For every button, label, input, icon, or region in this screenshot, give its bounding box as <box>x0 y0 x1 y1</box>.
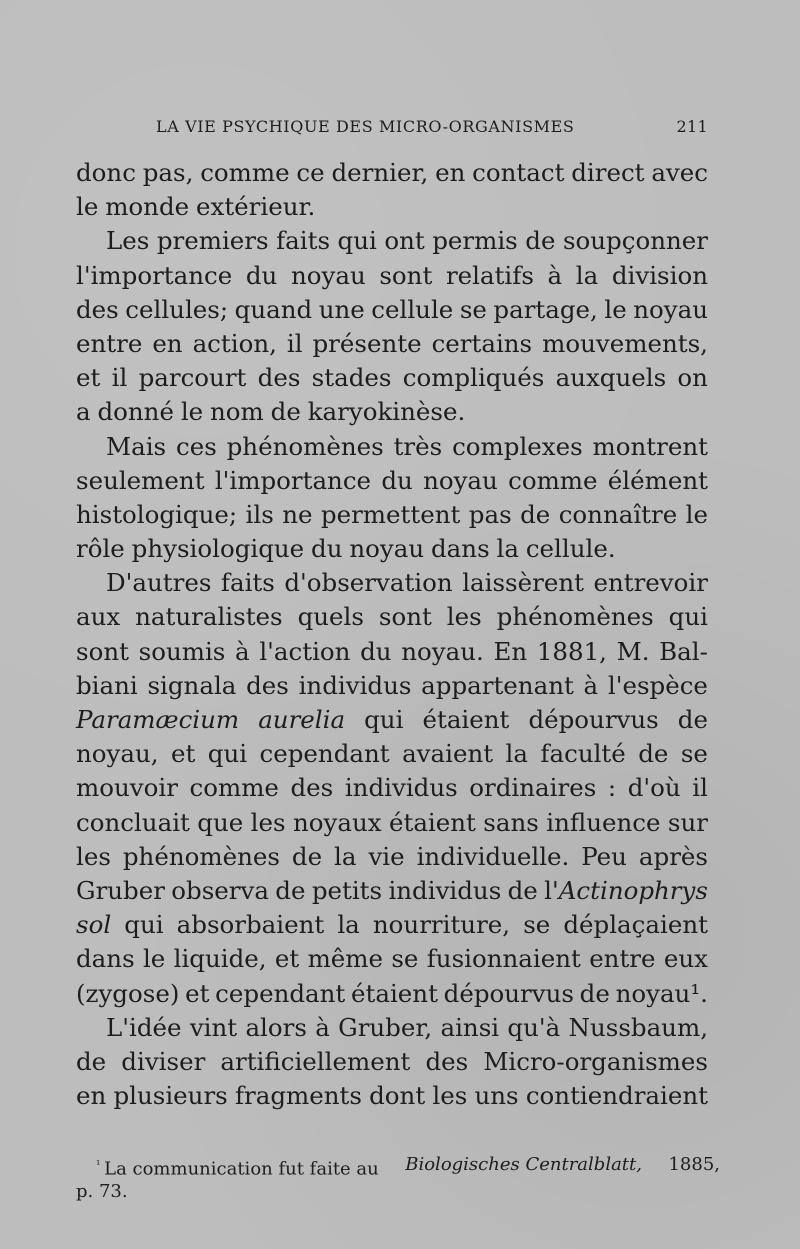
word: et <box>170 739 196 769</box>
word: phénomènes <box>496 602 654 632</box>
word: l'importance <box>76 260 233 290</box>
word: cellules; <box>125 294 229 324</box>
word: le <box>604 294 627 324</box>
word: observa <box>171 875 269 905</box>
word: dépourvus <box>443 978 574 1008</box>
word: du <box>311 534 343 564</box>
word: appartenant <box>421 670 574 700</box>
word: il <box>692 773 708 803</box>
word: des <box>246 670 289 700</box>
word: des <box>425 1046 469 1076</box>
text-line <box>76 327 708 361</box>
word: à <box>547 260 563 290</box>
word: rôle <box>76 534 125 564</box>
word: absorbaient <box>176 910 325 940</box>
word: 1881, <box>536 636 607 666</box>
word: se <box>680 739 708 769</box>
word: aurelia <box>258 705 346 734</box>
word: compliqués <box>402 363 545 393</box>
word: l'Actinophrys <box>544 875 708 905</box>
word: quand <box>234 294 313 324</box>
word: dans <box>76 944 135 974</box>
footnote-continuation: p. 73. <box>76 1181 128 1202</box>
word: direct <box>571 158 645 187</box>
word: faculté <box>540 739 626 769</box>
word: concluait <box>76 807 190 837</box>
footnote-line <box>96 1151 720 1178</box>
word: la <box>337 910 360 940</box>
word: Peu <box>581 841 627 871</box>
word: plusieurs <box>113 1081 228 1111</box>
footnote-text-before: La communication fut faite au <box>104 1158 379 1180</box>
word: alors <box>245 1012 307 1042</box>
word: vint <box>189 1012 238 1042</box>
word: sont <box>76 636 129 666</box>
word: soumis <box>138 636 226 666</box>
word: individus <box>298 670 412 700</box>
text-line <box>76 498 708 532</box>
word: et <box>274 944 300 974</box>
text-line <box>76 703 708 737</box>
word: de <box>291 841 323 871</box>
word: d'observation <box>284 568 453 598</box>
text-line <box>76 840 708 874</box>
word: très <box>393 431 443 461</box>
word: noyau <box>349 534 425 564</box>
word: comme <box>200 158 290 187</box>
text-line <box>76 977 708 1011</box>
word: a <box>76 397 91 427</box>
page-number: 211 <box>676 117 708 136</box>
word: cependant <box>259 739 390 769</box>
word: complexes <box>452 431 583 461</box>
word: le <box>142 944 166 974</box>
word: noyau, <box>76 739 159 769</box>
word: karyokinèse. <box>307 397 466 427</box>
word: sont <box>379 260 433 290</box>
word: le <box>180 397 204 427</box>
word: faits <box>276 226 331 256</box>
word: noyau <box>423 465 498 495</box>
word: on <box>677 363 708 393</box>
text-line <box>76 806 708 840</box>
word: montrent <box>592 431 708 461</box>
word: phénomènes <box>122 841 280 871</box>
word: physiologique <box>131 534 305 564</box>
word: de <box>525 226 556 256</box>
word: phénomènes <box>226 431 384 461</box>
word: élément <box>607 465 708 495</box>
word: comme <box>508 465 598 495</box>
body-text <box>76 156 708 1113</box>
word: influence <box>546 807 661 837</box>
footnote-start <box>96 1151 379 1178</box>
word: certains <box>431 328 533 358</box>
word: l'importance <box>214 465 372 495</box>
word: il <box>286 328 303 358</box>
word: cependant <box>215 978 346 1008</box>
word: les <box>76 841 111 871</box>
word: naturalistes <box>135 602 283 632</box>
word: cellule. <box>525 534 616 564</box>
word: individuelle. <box>416 841 570 871</box>
word: sont <box>378 602 432 632</box>
word: ces <box>175 431 217 461</box>
word: qui <box>207 739 248 769</box>
word: auxquels <box>555 363 667 393</box>
word: parcourt <box>138 363 247 393</box>
word: noyau¹. <box>615 978 708 1008</box>
word: Nussbaum, <box>568 1012 708 1042</box>
word: d'où <box>627 773 681 803</box>
word: dans <box>431 534 490 564</box>
word: donc <box>76 158 136 187</box>
word: (zygose) <box>76 978 180 1008</box>
text-line <box>76 361 708 395</box>
word: ils <box>245 499 274 529</box>
text-line <box>76 908 708 942</box>
word: petits <box>311 875 383 905</box>
word: des <box>76 294 119 324</box>
word: pas <box>468 499 512 529</box>
word: partage, <box>493 294 598 324</box>
word: cellule <box>371 294 454 324</box>
word: de <box>275 875 306 905</box>
word: le <box>76 192 99 222</box>
word: Gruber <box>76 875 165 905</box>
word: à <box>315 1012 330 1042</box>
word: mouvoir <box>76 773 178 803</box>
word: signala <box>147 670 237 700</box>
word: les <box>250 807 286 837</box>
word: vie <box>368 841 405 871</box>
word: diviser <box>121 1046 206 1076</box>
word: L'idée <box>106 1012 182 1042</box>
word: du <box>381 465 413 495</box>
word: qui <box>364 705 404 734</box>
footnote-text-after: 1885, <box>668 1154 720 1175</box>
word: entre <box>589 944 656 974</box>
word: de <box>76 1046 107 1076</box>
word: noyau <box>633 294 708 324</box>
word: l'espèce <box>607 670 708 700</box>
word: : <box>607 773 617 803</box>
word: soupçonner <box>562 226 708 256</box>
text-line <box>76 635 708 669</box>
word: connaître <box>558 499 678 529</box>
word: stades <box>311 363 392 393</box>
word: se <box>459 294 487 324</box>
word: fusionnaient <box>426 944 581 974</box>
word: qui <box>337 226 377 256</box>
word: dépourvus <box>528 705 659 734</box>
word: contact <box>472 158 565 187</box>
text-line <box>76 1079 708 1113</box>
text-line <box>76 532 708 566</box>
word: contiendraient <box>525 1081 708 1111</box>
word: laissèrent <box>462 568 584 598</box>
word: ordinaires <box>469 773 597 803</box>
word: Paramæcium <box>76 705 240 734</box>
word: relatifs <box>445 260 534 290</box>
text-line <box>76 566 708 600</box>
word: biani <box>76 670 138 700</box>
word: à <box>583 670 599 700</box>
word: du <box>360 636 392 666</box>
text-line <box>76 600 708 634</box>
word: la <box>496 534 519 564</box>
text-line <box>76 395 708 429</box>
word: individus <box>344 773 458 803</box>
word: étaient <box>388 807 476 837</box>
footnote-journal: Biologisches Centralblatt, <box>405 1154 642 1175</box>
text-line <box>76 1011 708 1045</box>
word: avec <box>651 158 708 187</box>
word: pas, <box>142 158 194 187</box>
word: même <box>307 944 384 974</box>
word: qui <box>124 910 164 940</box>
word: des <box>257 363 301 393</box>
word: comme <box>189 773 279 803</box>
text-line <box>76 771 708 805</box>
word: faits <box>220 568 275 598</box>
word: sur <box>667 807 708 837</box>
word: présente <box>312 328 422 358</box>
word: de <box>638 739 669 769</box>
text-line <box>76 737 708 771</box>
word: permettent <box>320 499 461 529</box>
word: monde <box>105 192 190 222</box>
running-head-title: LA VIE PSYCHIQUE DES MICRO-ORGANISMES <box>156 117 575 136</box>
word: à <box>235 636 250 666</box>
word: et <box>76 363 101 393</box>
word: dont <box>369 1081 426 1111</box>
text-line <box>76 190 708 224</box>
word: que <box>197 807 244 837</box>
word: de <box>270 397 301 427</box>
text-line <box>76 224 708 258</box>
text-line <box>76 874 708 908</box>
text-line <box>76 156 708 190</box>
text-line <box>76 464 708 498</box>
word: en <box>435 158 466 187</box>
word: sans <box>483 807 539 837</box>
footnotes <box>76 1151 720 1205</box>
word: ce <box>296 158 325 187</box>
word: mouvements, <box>542 328 708 358</box>
word: le <box>685 499 708 529</box>
running-head <box>156 116 708 138</box>
word: dernier, <box>331 158 429 187</box>
word: aux <box>76 602 121 632</box>
word: se <box>523 910 551 940</box>
word: noyaux <box>292 807 382 837</box>
word: quels <box>297 602 364 632</box>
word: D'autres <box>106 568 212 598</box>
text-line <box>76 669 708 703</box>
word: avaient <box>402 739 494 769</box>
word: qu'à <box>507 1012 561 1042</box>
word: Bal- <box>659 636 708 666</box>
word: se <box>391 944 419 974</box>
word: en <box>76 1081 107 1111</box>
word: la <box>334 841 357 871</box>
word: fragments <box>234 1081 362 1111</box>
word: et <box>185 978 210 1008</box>
word: de <box>520 499 551 529</box>
word: la <box>575 260 599 290</box>
footnote-marker: ¹ <box>96 1158 101 1171</box>
text-line <box>76 942 708 976</box>
word: sol <box>76 910 112 940</box>
text-line <box>76 293 708 327</box>
word: la <box>505 739 528 769</box>
word: l'action <box>259 636 351 666</box>
word: de <box>579 978 610 1008</box>
word: les <box>446 602 482 632</box>
word: noyau <box>290 260 366 290</box>
word: uns <box>474 1081 519 1111</box>
word: donné <box>97 397 174 427</box>
word: une <box>318 294 365 324</box>
word: ainsi <box>440 1012 500 1042</box>
word: Gruber, <box>338 1012 433 1042</box>
word: premiers <box>156 226 269 256</box>
word: après <box>638 841 708 871</box>
word: étaient <box>422 705 510 734</box>
word: artificiellement <box>220 1046 411 1076</box>
word: de <box>507 875 538 905</box>
word: qui <box>668 602 708 632</box>
word: liquide, <box>173 944 267 974</box>
word: En <box>493 636 528 666</box>
footnote-line <box>76 1178 720 1205</box>
word: nourriture, <box>372 910 511 940</box>
word: histologique; <box>76 499 238 529</box>
text-line <box>76 430 708 464</box>
word: individus <box>388 875 502 905</box>
text-line <box>76 259 708 293</box>
word: déplaçaient <box>563 910 708 940</box>
word: étaient <box>351 978 438 1008</box>
word: noyau. <box>401 636 484 666</box>
word: ne <box>282 499 313 529</box>
word: Micro-organismes <box>483 1046 708 1076</box>
word: M. <box>616 636 650 666</box>
word: en <box>152 328 183 358</box>
word: eux <box>663 944 708 974</box>
word: des <box>290 773 334 803</box>
text-line <box>76 1045 708 1079</box>
word: entrevoir <box>593 568 708 598</box>
word: de <box>677 705 708 734</box>
word: Mais <box>106 431 167 461</box>
word: action, <box>192 328 277 358</box>
word: extérieur. <box>196 192 316 222</box>
word: division <box>611 260 708 290</box>
word: ont <box>384 226 425 256</box>
word: les <box>432 1081 468 1111</box>
word: du <box>245 260 278 290</box>
word: seulement <box>76 465 205 495</box>
word: il <box>111 363 128 393</box>
word: Les <box>106 226 150 256</box>
word: nom <box>210 397 264 427</box>
word: permis <box>432 226 518 256</box>
word: entre <box>76 328 143 358</box>
